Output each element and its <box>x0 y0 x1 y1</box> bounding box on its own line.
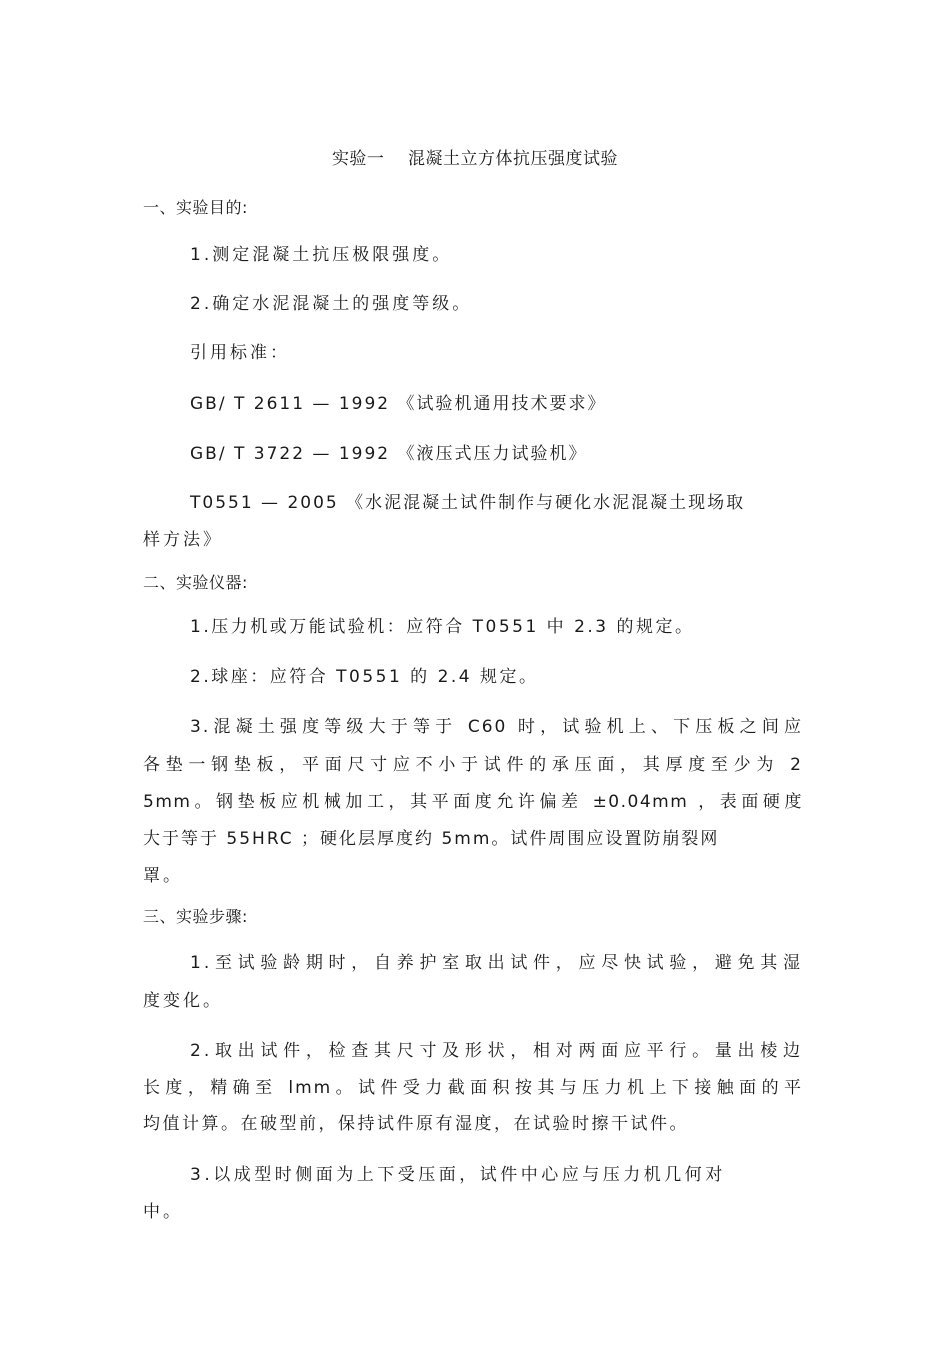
procedure-item-1-line1: 1.至试验龄期时，自养护室取出试件，应尽快试验，避免其湿 <box>190 953 803 973</box>
procedure-item-2-line3: 均值计算。在破型前，保持试件原有湿度，在试验时擦干试件。 <box>143 1114 689 1134</box>
apparatus-item-3-line5: 罩。 <box>143 866 183 886</box>
standard-gb3722: GB/ T 3722 — 1992 《液压式压力试验机》 <box>190 444 588 464</box>
procedure-item-2-line2: 长度，精确至 lmm。试件受力截面积按其与压力机上下接触面的平 <box>143 1078 803 1098</box>
purpose-item-1: 1.测定混凝土抗压极限强度。 <box>190 245 453 265</box>
apparatus-item-1: 1.压力机或万能试验机：应符合 T0551 中 2.3 的规定。 <box>190 617 695 637</box>
section-heading-apparatus: 二、实验仪器: <box>143 573 248 592</box>
standard-t0551-line1: T0551 — 2005 《水泥混凝土试件制作与硬化水泥混凝土现场取 <box>190 493 746 513</box>
apparatus-item-3-line4: 大于等于 55HRC ；硬化层厚度约 5mm。试件周围应设置防崩裂网 <box>143 829 720 849</box>
procedure-item-2-line1: 2.取出试件，检查其尺寸及形状，相对两面应平行。量出棱边 <box>190 1041 803 1061</box>
standard-t0551-line2: 样方法》 <box>143 530 223 550</box>
procedure-item-3-line2: 中。 <box>143 1202 183 1222</box>
procedure-item-3-line1: 3.以成型时侧面为上下受压面，试件中心应与压力机几何对 <box>190 1165 726 1185</box>
standards-label: 引用标准： <box>190 343 290 363</box>
apparatus-item-3-line1: 3.混凝土强度等级大于等于 C60 时，试验机上、下压板之间应 <box>190 717 803 737</box>
apparatus-item-3-line3: 5mm。钢垫板应机械加工，其平面度允许偏差 ±0.04mm ，表面硬度 <box>143 792 803 812</box>
apparatus-item-2: 2.球座：应符合 T0551 的 2.4 规定。 <box>190 667 539 687</box>
document-title: 实验一 混凝土立方体抗压强度试验 <box>331 149 619 169</box>
procedure-item-1-line2: 度变化。 <box>143 991 223 1011</box>
section-heading-procedure: 三、实验步骤: <box>143 907 248 926</box>
apparatus-item-3-line2: 各垫一钢垫板，平面尺寸应不小于试件的承压面，其厚度至少为 2 <box>143 755 803 775</box>
section-heading-purpose: 一、实验目的: <box>143 198 248 217</box>
standard-gb2611: GB/ T 2611 — 1992 《试验机通用技术要求》 <box>190 394 607 414</box>
purpose-item-2: 2.确定水泥混凝土的强度等级。 <box>190 294 473 314</box>
